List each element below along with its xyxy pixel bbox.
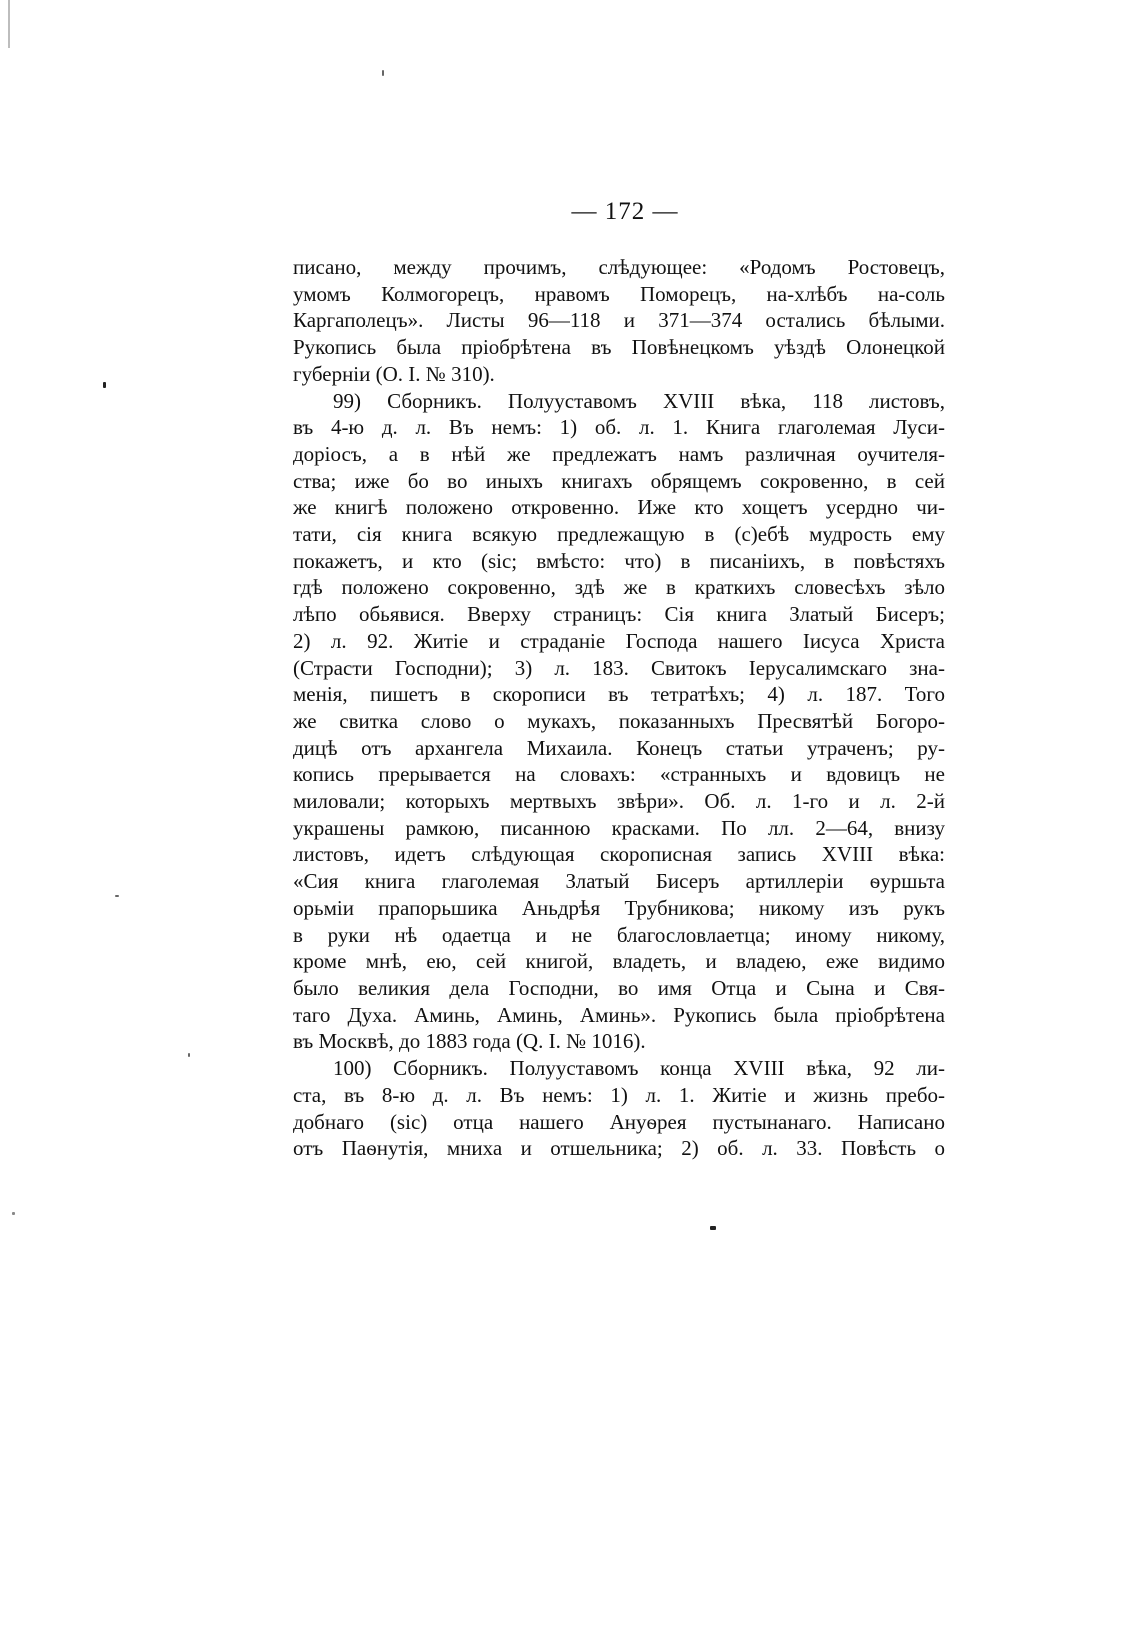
text-line: украшены рамкою, писанною красками. По лл. 2—64, внизу	[293, 815, 945, 840]
text-line: губерніи (О. I. № 310).	[293, 361, 495, 386]
text-line: отъ Паѳнутія, мниха и отшельника; 2) об. л. 33. Повѣсть о	[293, 1136, 945, 1161]
text-line: дицѣ отъ архангела Михаила. Конецъ статьи утраченъ; ру-	[293, 735, 945, 760]
scan-speck	[12, 1212, 15, 1215]
text-line: въ Москвѣ, до 1883 года (Q. I. № 1016).	[293, 1029, 646, 1054]
text-line: ста, въ 8-ю д. л. Въ немъ: 1) л. 1. Житіе и жизнь пребо-	[293, 1082, 945, 1107]
text-line: добнаго (sic) отца нашего Ануѳрея пустынанаго. Написано	[293, 1109, 945, 1134]
page-number: — 172 —	[571, 198, 679, 225]
text-line: копись прерывается на словахъ: «странныхъ и вдовицъ не	[293, 762, 945, 787]
scan-speck	[115, 895, 119, 897]
text-line: въ 4-ю д. л. Въ немъ: 1) об. л. 1. Книга глаголемая Луси-	[293, 415, 945, 440]
text-line: менія, пишетъ в скорописи въ тетратѣхъ; 4) л. 187. Того	[293, 682, 945, 707]
scan-speck	[710, 1226, 716, 1230]
text-line: Каргаполецъ». Листы 96—118 и 371—374 остались бѣлыми.	[293, 308, 945, 333]
scan-speck	[188, 1053, 190, 1057]
text-line: гдѣ положено сокровенно, здѣ же в краткихъ словесѣхъ зѣло	[293, 575, 945, 600]
text-line: было великия дела Господни, во имя Отца и Сына и Свя-	[293, 975, 945, 1000]
text-line: же книгѣ положено откровенно. Иже кто хощетъ усердно чи-	[293, 495, 945, 520]
text-line: 99) Сборникъ. Полууставомъ XVIII вѣка, 118 листовъ,	[333, 388, 945, 413]
text-line: орьміи прапорьшика Аньдрѣя Трубникова; никому изъ рукъ	[293, 895, 945, 920]
scan-speck	[382, 70, 384, 76]
text-line: миловали; которыхъ мертвыхъ звѣри». Об. л. 1-го и л. 2-й	[293, 789, 945, 814]
text-line: 100) Сборникъ. Полууставомъ конца XVIII вѣка, 92 ли-	[333, 1056, 945, 1081]
text-line: Рукопись была пріобрѣтена въ Повѣнецкомъ уѣздѣ Олонецкой	[293, 335, 945, 360]
scan-edge-line	[8, 0, 10, 48]
text-line: умомъ Колмогорецъ, нравомъ Поморецъ, на-хлѣбъ на-соль	[293, 281, 945, 306]
text-line: 2) л. 92. Житіе и страданіе Господа нашего Іисуса Христа	[293, 628, 945, 653]
text-line: покажетъ, и кто (sic; вмѣсто: что) в писаніихъ, в повѣстяхъ	[293, 548, 945, 573]
text-line: же свитка слово о мукахъ, показанныхъ Пресвятѣй Богоро-	[293, 708, 945, 733]
text-line: «Сия книга глаголемая Златый Бисеръ артиллеріи ѳуршьта	[293, 869, 945, 894]
text-line: (Страсти Господни); 3) л. 183. Свитокъ Іерусалимскаго зна-	[293, 655, 945, 680]
text-line: ства; иже бо во иныхъ книгахъ обрящемъ сокровенно, в сей	[293, 468, 945, 493]
scan-speck	[103, 382, 106, 388]
text-line: доріосъ, а в нѣй же предлежатъ намъ различная оучителя-	[293, 441, 945, 466]
text-line: тати, сія книга всякую предлежащую в (с)ебѣ мудрость ему	[293, 522, 945, 547]
text-line: кроме мнѣ, ею, сей книгой, владеть, и владею, еже видимо	[293, 949, 945, 974]
body-text	[293, 254, 945, 1162]
text-line: лѣпо обьявися. Вверху страницъ: Сія книга Златый Бисеръ;	[293, 602, 945, 627]
text-line: в руки нѣ одаетца и не благословлаетца; иному никому,	[293, 922, 945, 947]
text-line: писано, между прочимъ, слѣдующее: «Родомъ Ростовецъ,	[293, 255, 945, 279]
text-line: таго Духа. Аминь, Аминь, Аминь». Рукопись была пріобрѣтена	[293, 1002, 945, 1027]
text-line: листовъ, идетъ слѣдующая скорописная запись XVIII вѣка:	[293, 842, 945, 867]
